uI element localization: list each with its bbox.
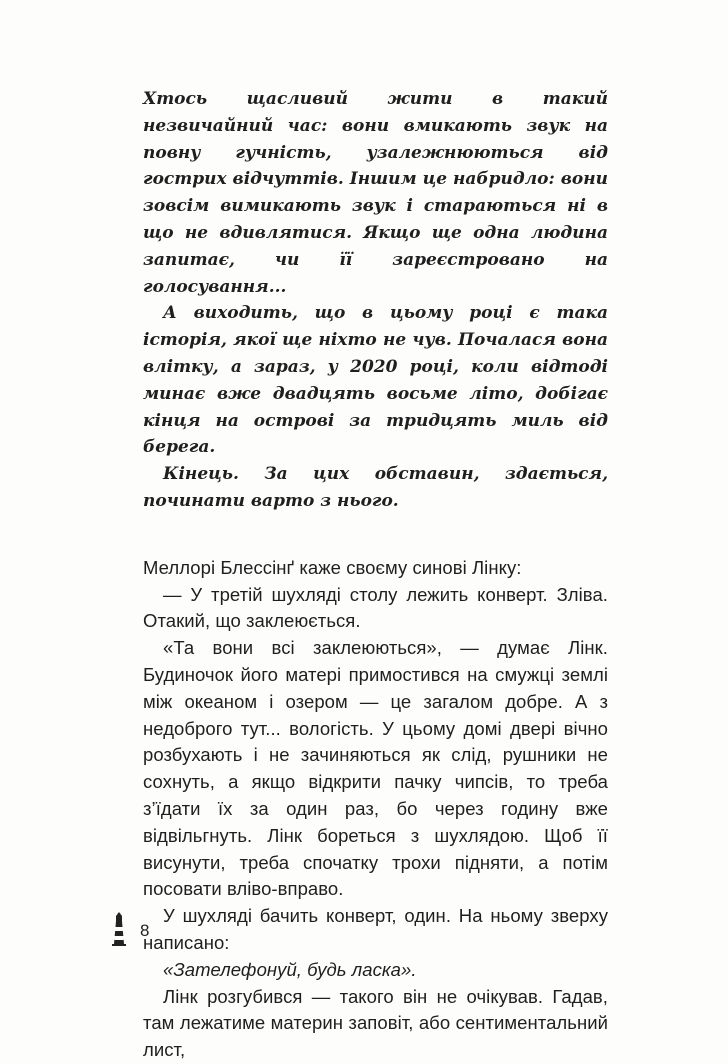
section-gap bbox=[143, 515, 608, 555]
paragraph-2: — У третій шухляді столу лежить конверт. Зліва. Отакий, що заклеюється. bbox=[143, 583, 608, 632]
paragraph-3: «Та вони всі заклеюються», — думає Лінк. Будиночок його матері примостився на смужці землі між океаном і озером — це загалом добре. А з недоброго тут... вологість. У цьому домі двері вічно розбухають і не зачиняються як слід, рушники не сохнуть, а якщо відкрити пачку чипсів, то треба з’їдати їх за один раз, бо через годину вже відвільгнуть. Лінк бореться з шухлядою. Щоб її висунути, треба спочатку трохи підняти, а потім посовати вліво-вправо. bbox=[143, 637, 608, 900]
paragraph-6: Лінк розгубився — такого він не очікував. Гадав, там лежатиме материн заповіт, або сентиментальний лист, bbox=[143, 985, 608, 1061]
paragraph-5: «Зателефонуй, будь ласка». bbox=[163, 958, 417, 980]
paragraph-1: Меллорі Блессінґ каже своєму синові Лінку: bbox=[143, 556, 522, 578]
italic-paragraph-3: Кінець. За цих обставин, здається, починати варто з нього. bbox=[143, 464, 608, 511]
italic-paragraph-1: Хтось щасливий жити в такий незвичайний час: вони вмикають звук на повну гучність, узалежнюються від гострих відчуттів. Іншим це набридло: вони зовсім вимикають звук і стараються ні в що не вдивлятися. Якщо ще одна людина запитає, чи її зареєстровано на голосування... bbox=[143, 89, 608, 297]
lighthouse-icon bbox=[112, 912, 126, 950]
page-number: 8 bbox=[140, 921, 150, 940]
page-body bbox=[143, 86, 608, 1064]
paragraph-4: У шухляді бачить конверт, один. На ньому зверху написано: bbox=[143, 905, 608, 953]
italic-paragraph-2: А виходить, що в цьому році є така історія, якої ще ніхто не чув. Почалася вона влітку, а зараз, у 2020 році, коли відтоді минає вже двадцять восьме літо, добігає кінця на острові за тридцять миль від берега. bbox=[143, 303, 608, 458]
page-footer bbox=[112, 912, 149, 950]
